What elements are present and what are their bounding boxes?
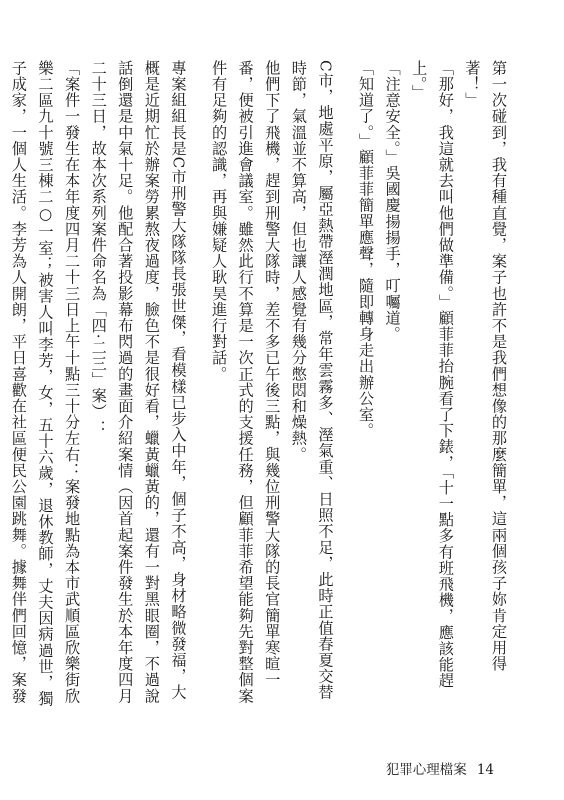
paragraph: 「那好，我這就去叫他們做準備。」顧菲菲抬腕看了下錶，「十一點多有班飛機，應該能趕上。」: [410, 60, 455, 689]
paragraph: 「知道了。」顧菲菲簡單應聲，隨即轉身走出辦公室。: [357, 60, 376, 439]
book-title: 犯罪心理檔案: [385, 762, 467, 778]
page-number: 14: [476, 762, 494, 778]
paragraph: 第一次碰到，我有種直覺，案子也許不是我們想像的那麼簡單，這兩個孩子妳肯定用得著！」: [463, 60, 508, 672]
page-footer: [386, 758, 494, 778]
body-text: [9, 60, 512, 710]
paragraph: 「案件一發生在本年度四月二十三日上午十點三十分左右：案發地點為本市武順區欣樂街欣樂二區九十號三棟二○一室；被害人叫李芳，女，五十六歲，退休教師，丈夫因病過世，獨子成家，一個人生活。李芳為人開朗，平日喜歡在社區便民公園跳舞。據舞伴們回憶，案發: [9, 60, 82, 707]
paragraph: 專案組組長是C市刑警大隊隊長張世傑，看模樣已步入中年，個子不高，身材略微發福，大概是近期忙於辦案勞累熬夜過度，臉色不是很好看，蠟黃蠟黃的，還有一對黑眼圈，不過說話倒還是中氣十足。他配合著投影幕布閃過的畫面介紹案情（因首起案件發生於本年度四月二十三日，故本次系列案件命名為「四·二三」案）：: [89, 60, 188, 704]
paragraph-gap: [191, 60, 205, 710]
paragraph: 他們下了飛機，趕到刑警大隊時，差不多已午後三點，與幾位刑警大隊的長官簡單寒暄一番，便被引進會議室。雖然此行不算是一次正式的支援任務，但顧菲菲希望能夠先對整個案件有足夠的認識，再與嫌疑人耿昊進行對話。: [210, 60, 282, 704]
paragraph: C市，地處平原，屬亞熱帶溼潤地區，常年雲霧多、溼氣重、日照不足，此時正值春夏交替時節，氣溫並不算高，但也讓人感覺有幾分憋悶和燥熱。: [289, 60, 335, 701]
paragraph-gap: [338, 60, 352, 710]
paragraph: 「注意安全。」吳國慶揚揚手，叮囑道。: [383, 60, 402, 343]
